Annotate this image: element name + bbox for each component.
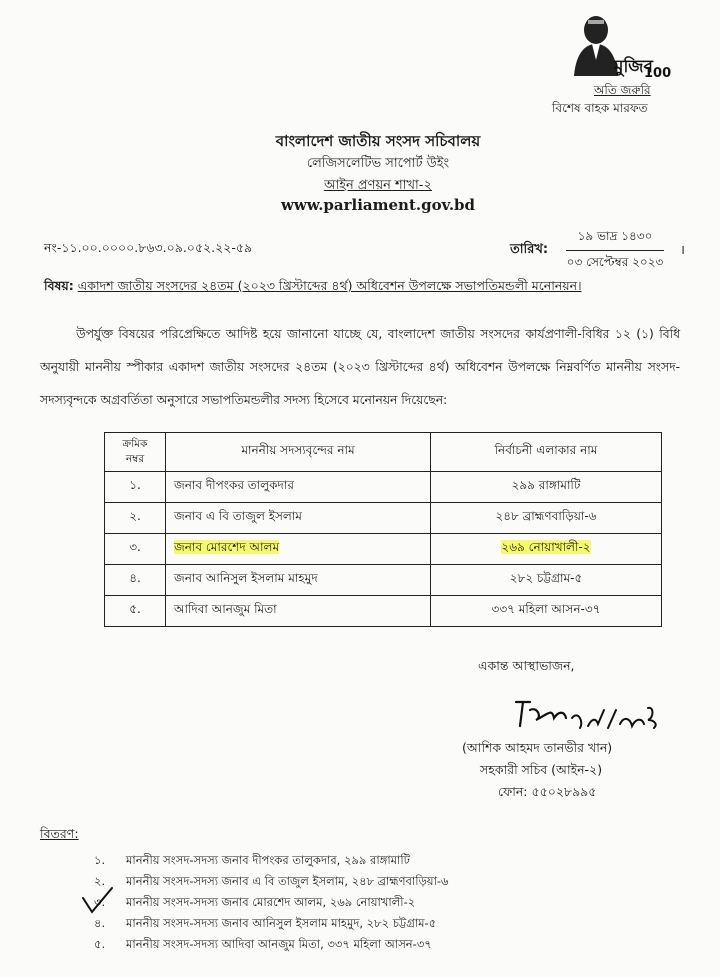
list-item — [94, 850, 449, 871]
row-name: জনাব এ বি তাজুল ইসলাম — [166, 503, 431, 534]
list-item — [94, 871, 449, 892]
table-row — [105, 472, 662, 503]
list-number: ৫. — [94, 937, 106, 951]
row-serial: ৩. — [105, 534, 166, 565]
mujib-100-logo-icon — [558, 10, 676, 84]
list-text: মাননীয় সংসদ-সদস্য জনাব দীপংকর তালুকদার, ২৯৯ রাঙ্গামাটি — [126, 853, 410, 867]
handwritten-signature-icon — [508, 688, 688, 738]
date-label: তারিখ: — [510, 242, 549, 257]
table-row — [105, 596, 662, 627]
header-constituency: নির্বাচনী এলাকার নাম — [431, 433, 662, 472]
table-header-row — [105, 433, 662, 472]
row-serial: ৪. — [105, 565, 166, 596]
row-serial: ১. — [105, 472, 166, 503]
row-name: জনাব আনিসুল ইসলাম মাহমুদ — [166, 565, 431, 596]
list-number: ৩. — [94, 895, 106, 909]
signatory-designation: সহকারী সচিব (আইন-২) — [480, 762, 603, 777]
list-item — [94, 913, 449, 934]
date-bangla: ১৯ ভাদ্র ১৪৩০ — [566, 228, 664, 251]
handwritten-tick-icon — [80, 886, 114, 916]
header-name: মাননীয় সদস্যবৃন্দের নাম — [166, 433, 431, 472]
urgency-label: অতি জরুরি — [594, 83, 651, 97]
row-serial: ২. — [105, 503, 166, 534]
nominee-table — [104, 432, 662, 627]
list-text: মাননীয় সংসদ-সদস্য জনাব এ বি তাজুল ইসলাম, ২৪৮ ব্রাহ্মণবাড়িয়া-৬ — [126, 874, 449, 888]
row-constituency: ২৪৮ ব্রাহ্মণবাড়িয়া-৬ — [431, 503, 662, 534]
row-serial: ৫. — [105, 596, 166, 627]
list-number: ৪. — [94, 916, 106, 930]
list-text: মাননীয় সংসদ-সদস্য আদিবা আনজুম মিতা, ৩৩৭ মহিলা আসন-৩৭ — [126, 937, 432, 951]
list-number: ১. — [94, 853, 106, 867]
highlight-mark: ২৬৯ নোয়াখালী-২ — [501, 540, 591, 554]
subject-line — [44, 278, 582, 298]
subject-text: একাদশ জাতীয় সংসদের ২৪তম (২০২৩ খ্রিস্টাব্দের ৪র্থ) অধিবেশন উপলক্ষে সভাপতিমন্ডলী মনোনয়ন। — [77, 278, 582, 293]
row-constituency: ২৮২ চট্টগ্রাম-৫ — [431, 565, 662, 596]
signatory-name: (আশিক আহমদ তানভীর খান) — [462, 740, 613, 755]
table-row-highlighted — [105, 534, 662, 565]
closing-line: একান্ত আস্থাভাজন, — [478, 658, 575, 673]
table-row — [105, 565, 662, 596]
date-block — [566, 228, 664, 274]
list-text: মাননীয় সংসদ-সদস্য জনাব মোরশেদ আলম, ২৬৯ নোয়াখালী-২ — [126, 895, 416, 909]
row-constituency: ৩৩৭ মহিলা আসন-৩৭ — [431, 596, 662, 627]
logo-number: 100 — [644, 66, 672, 81]
date-gregorian: ০৩ সেপ্টেম্বর ২০২৩ — [566, 255, 664, 269]
list-item — [94, 934, 449, 955]
reference-number: নং-১১.০০.০০০০.৮৬৩.০৯.০৫২.২২-৫৯ — [44, 240, 253, 255]
list-number: ২. — [94, 874, 106, 888]
org-name: বাংলাদেশ জাতীয় সংসদ সচিবালয় — [275, 132, 481, 150]
list-text: মাননীয় সংসদ-সদস্য জনাব আনিসুল ইসলাম মাহমুদ, ২৮২ চট্টগ্রাম-৫ — [126, 916, 437, 930]
branch-name: আইন প্রণয়ন শাখা-২ — [324, 178, 432, 193]
row-name: জনাব দীপংকর তালুকদার — [166, 472, 431, 503]
body-paragraph: উপর্যুক্ত বিষয়ের পরিপ্রেক্ষিতে আদিষ্ট হয়ে জানানো যাচ্ছে যে, বাংলাদেশ জাতীয় সংসদের কার্যপ্রণালী-বিধির ১২ (১) বিধি অনুযায়ী মাননীয় স্পীকার একাদশ জাতীয় সংসদের ২৪তম (২০২৩ খ্রিস্টাব্দের ৪র্থ) অধিবেশন উপলক্ষে নিম্নবর্ণিত মাননীয় সংসদ-সদস্যবৃন্দকে অগ্রবর্তিতা অনুসারে সভাপতিমন্ডলীর সদস্য হিসেবে মনোনয়ন দিয়েছেন: — [40, 327, 680, 407]
row-constituency — [431, 534, 662, 565]
delivery-label: বিশেষ বাহক মারফত — [552, 101, 648, 115]
header-serial: ক্রমিক নম্বর — [105, 433, 166, 472]
website-link[interactable]: www.parliament.gov.bd — [280, 196, 476, 214]
date-end-mark: । — [680, 243, 685, 258]
row-name: আদিবা আনজুম মিতা — [166, 596, 431, 627]
highlight-mark: জনাব মোরশেদ আলম — [174, 540, 280, 554]
distribution-title: বিতরণ: — [40, 826, 79, 841]
wing-name: লেজিসলেটিভ সাপোর্ট উইং — [306, 156, 450, 171]
row-constituency: ২৯৯ রাঙ্গামাটি — [431, 472, 662, 503]
distribution-list — [94, 850, 449, 955]
table-row — [105, 503, 662, 534]
subject-label: বিষয়: — [44, 278, 74, 293]
list-item — [94, 892, 449, 913]
logo-brand-text: মুজিব — [614, 57, 653, 77]
signatory-phone: ফোন: ৫৫০২৮৯৯৫ — [498, 784, 597, 799]
row-name — [166, 534, 431, 565]
